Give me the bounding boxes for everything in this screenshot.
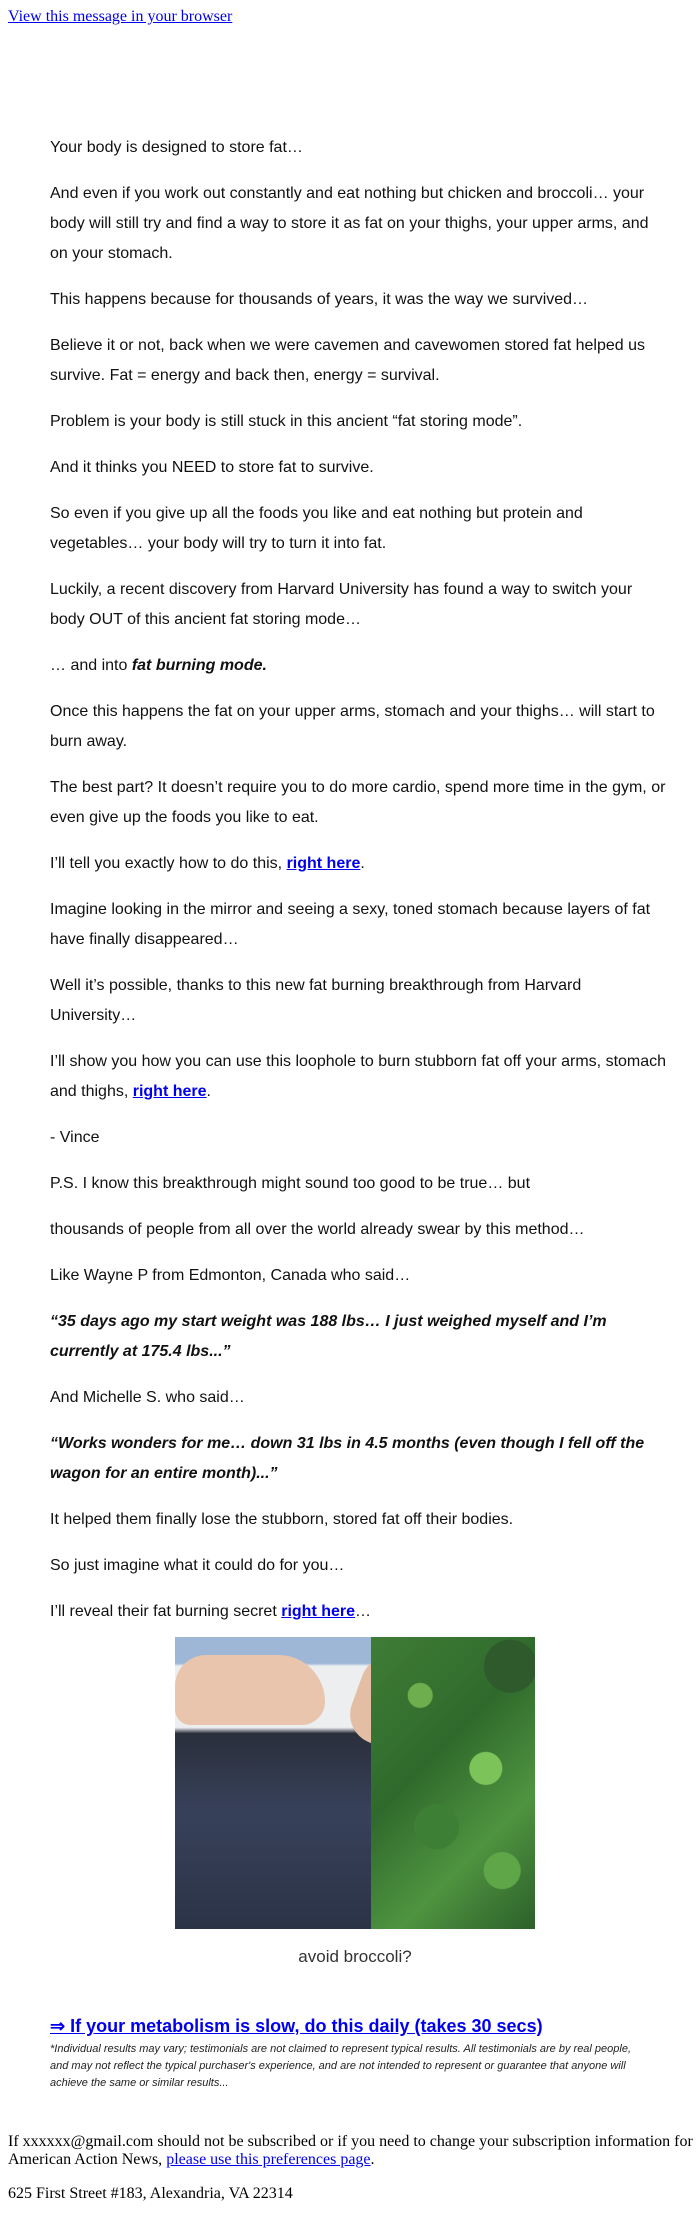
body-paragraph: Your body is designed to store fat…	[50, 139, 303, 156]
mailing-address: 625 First Street #183, Alexandria, VA 22314	[8, 2185, 293, 2202]
body-paragraph: It helped them finally lose the stubborn, stored fat off their bodies.	[50, 1511, 514, 1528]
preferences-link[interactable]: please use this preferences page	[166, 2151, 371, 2168]
promo-photo[interactable]	[175, 1637, 535, 1929]
paragraph-text: …	[355, 1603, 372, 1620]
body-paragraph: Like Wayne P from Edmonton, Canada who said…	[50, 1267, 411, 1284]
cta-link[interactable]: ⇒ If your metabolism is slow, do this daily (takes 30 secs)	[50, 2016, 543, 2036]
body-paragraph: So even if you give up all the foods you like and eat nothing but protein and vegetables… your body will try to turn it into fat.	[50, 505, 583, 552]
footer-text: If xxxxxx@gmail.com should not be subscribed or if you need to change your subscription information for American Action News,	[8, 2133, 693, 2168]
body-paragraph: So just imagine what it could do for you…	[50, 1557, 345, 1574]
body-paragraph: Problem is your body is still stuck in this ancient “fat storing mode”.	[50, 413, 523, 430]
paragraph-text: I’ll show you how you can use this loophole to burn stubborn fat off your arms, stomach and thighs,	[50, 1053, 667, 1100]
body-paragraph: P.S. I know this breakthrough might sound too good to be true… but	[50, 1175, 531, 1192]
photo-container	[50, 1637, 660, 1934]
body-paragraph: And Michelle S. who said…	[50, 1389, 245, 1406]
body-paragraph: And it thinks you NEED to store fat to survive.	[50, 459, 374, 476]
unsubscribe-notice	[8, 2133, 698, 2169]
view-in-browser-link[interactable]: View this message in your browser	[8, 8, 233, 25]
body-paragraph: And even if you work out constantly and eat nothing but chicken and broccoli… your body will still try and find a way to store it as fat on your thighs, your upper arms, and on your stomach.	[50, 185, 649, 262]
photo-hand	[175, 1655, 325, 1725]
testimonial-quote: “35 days ago my start weight was 188 lbs… I just weighed myself and I’m currently at 175.4 lbs...”	[50, 1313, 607, 1360]
right-here-link[interactable]: right here	[281, 1603, 356, 1620]
footer-text: .	[370, 2151, 375, 2168]
body-paragraph: Well it’s possible, thanks to this new fat burning breakthrough from Harvard University…	[50, 977, 582, 1024]
body-paragraph: Imagine looking in the mirror and seeing a sexy, toned stomach because layers of fat have finally disappeared…	[50, 901, 651, 948]
body-paragraph: Believe it or not, back when we were cavemen and cavewomen stored fat helped us survive. Fat = energy and back then, energy = survival.	[50, 337, 645, 384]
email-body	[50, 133, 670, 2092]
paragraph-text: … and into	[50, 657, 132, 674]
paragraph-text: .	[206, 1083, 211, 1100]
body-paragraph: This happens because for thousands of years, it was the way we survived…	[50, 291, 589, 308]
body-paragraph: Luckily, a recent discovery from Harvard University has found a way to switch your body OUT of this ancient fat storing mode…	[50, 581, 633, 628]
paragraph-text: I’ll reveal their fat burning secret	[50, 1603, 282, 1620]
signature: - Vince	[50, 1129, 100, 1146]
right-here-link[interactable]: right here	[132, 1083, 207, 1100]
right-here-link[interactable]: right here	[286, 855, 361, 872]
paragraph-text: .	[360, 855, 365, 872]
paragraph-text: I’ll tell you exactly how to do this,	[50, 855, 287, 872]
disclaimer: *Individual results may vary; testimonials are not claimed to represent typical results. All testimonials are by real people, and may not reflect the typical purchaser's experience, and are not intended to represent or guarantee that anyone will achieve the same or similar results...	[50, 2043, 632, 2089]
body-paragraph: The best part? It doesn’t require you to do more cardio, spend more time in the gym, or even give up the foods you like to eat.	[50, 779, 666, 826]
photo-caption: avoid broccoli?	[298, 1947, 412, 1966]
body-paragraph: thousands of people from all over the world already swear by this method…	[50, 1221, 585, 1238]
testimonial-quote: “Works wonders for me… down 31 lbs in 4.5 months (even though I fell off the wagon for an entire month)...”	[50, 1435, 645, 1482]
photo-greens-region	[371, 1637, 535, 1929]
fat-burning-paragraph	[50, 651, 670, 681]
footer	[8, 2133, 698, 2219]
link-paragraph	[50, 849, 670, 879]
body-paragraph: Once this happens the fat on your upper arms, stomach and your thighs… will start to burn away.	[50, 703, 655, 750]
link-paragraph	[50, 1597, 670, 1627]
emphasis-text: fat burning mode.	[131, 657, 267, 674]
link-paragraph	[50, 1047, 670, 1107]
